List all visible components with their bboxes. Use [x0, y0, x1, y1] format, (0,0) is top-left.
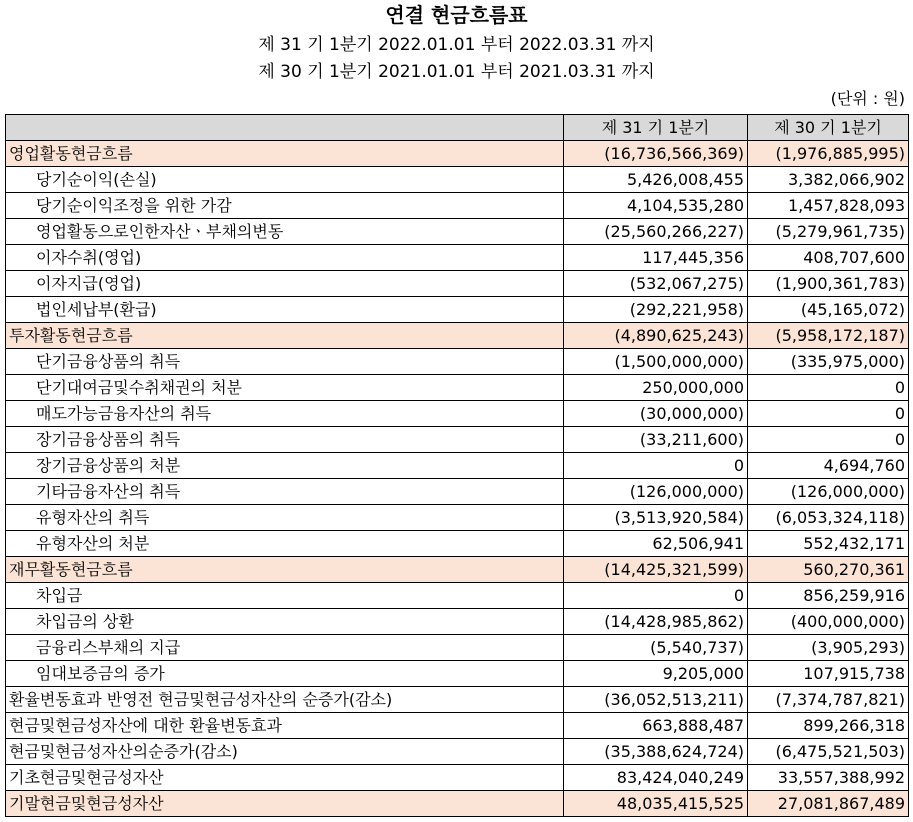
row-label: 유형자산의 처분	[6, 531, 564, 557]
row-label: 장기금융상품의 취득	[6, 427, 564, 453]
row-label: 장기금융상품의 처분	[6, 453, 564, 479]
table-row	[6, 661, 909, 687]
row-previous-value: 856,259,916	[748, 583, 909, 609]
row-current-value: (33,211,600)	[564, 427, 748, 453]
row-label: 매도가능금융자산의 취득	[6, 401, 564, 427]
row-previous-value: (6,475,521,503)	[748, 739, 909, 765]
row-label: 법인세납부(환급)	[6, 297, 564, 323]
row-previous-value: 0	[748, 427, 909, 453]
row-label: 금융리스부채의 지급	[6, 635, 564, 661]
row-label: 기말현금및현금성자산	[6, 791, 564, 817]
table-row	[6, 765, 909, 791]
row-current-value: (1,500,000,000)	[564, 349, 748, 375]
table-row	[6, 635, 909, 661]
row-current-value: (14,428,985,862)	[564, 609, 748, 635]
unit-label: (단위 : 원)	[830, 89, 905, 108]
table-row	[6, 323, 909, 349]
table-row	[6, 479, 909, 505]
period-current: 제 31 기 1분기 2022.01.01 부터 2022.03.31 까지	[258, 35, 655, 55]
row-label: 현금및현금성자산의순증가(감소)	[6, 739, 564, 765]
row-current-value: 117,445,356	[564, 245, 748, 271]
row-current-value: (5,540,737)	[564, 635, 748, 661]
row-previous-value: (7,374,787,821)	[748, 687, 909, 713]
table-row	[6, 583, 909, 609]
row-label: 환율변동효과 반영전 현금및현금성자산의 순증가(감소)	[6, 687, 564, 713]
row-previous-value: 27,081,867,489	[748, 791, 909, 817]
row-previous-value: (5,958,172,187)	[748, 323, 909, 349]
page-title: 연결 현금흐름표	[385, 3, 528, 27]
row-previous-value: 3,382,066,902	[748, 167, 909, 193]
table-header-row	[6, 115, 909, 141]
row-current-value: (16,736,566,369)	[564, 141, 748, 167]
row-label: 차입금의 상환	[6, 609, 564, 635]
row-current-value: 4,104,535,280	[564, 193, 748, 219]
table-row	[6, 557, 909, 583]
table-row	[6, 531, 909, 557]
row-current-value: (14,425,321,599)	[564, 557, 748, 583]
row-label: 당기순이익조정을 위한 가감	[6, 193, 564, 219]
table-row	[6, 739, 909, 765]
row-label: 현금및현금성자산에 대한 환율변동효과	[6, 713, 564, 739]
row-label: 임대보증금의 증가	[6, 661, 564, 687]
row-current-value: (3,513,920,584)	[564, 505, 748, 531]
row-current-value: 48,035,415,525	[564, 791, 748, 817]
row-current-value: (4,890,625,243)	[564, 323, 748, 349]
table-row	[6, 245, 909, 271]
table-row	[6, 453, 909, 479]
table-row	[6, 609, 909, 635]
row-previous-value: 0	[748, 401, 909, 427]
column-header-label	[6, 115, 564, 141]
row-current-value: 62,506,941	[564, 531, 748, 557]
row-label: 기타금융자산의 취득	[6, 479, 564, 505]
row-previous-value: 899,266,318	[748, 713, 909, 739]
row-current-value: (532,067,275)	[564, 271, 748, 297]
row-current-value: (35,388,624,724)	[564, 739, 748, 765]
table-row	[6, 427, 909, 453]
row-label: 단기대여금및수취채권의 처분	[6, 375, 564, 401]
row-current-value: 250,000,000	[564, 375, 748, 401]
table-row	[6, 167, 909, 193]
table-row	[6, 375, 909, 401]
row-label: 투자활동현금흐름	[6, 323, 564, 349]
row-previous-value: 560,270,361	[748, 557, 909, 583]
column-header-current: 제 31 기 1분기	[564, 115, 748, 141]
row-previous-value: (3,905,293)	[748, 635, 909, 661]
row-previous-value: (5,279,961,735)	[748, 219, 909, 245]
table-row	[6, 687, 909, 713]
row-previous-value: 408,707,600	[748, 245, 909, 271]
row-label: 단기금융상품의 취득	[6, 349, 564, 375]
row-label: 기초현금및현금성자산	[6, 765, 564, 791]
row-current-value: (30,000,000)	[564, 401, 748, 427]
row-label: 영업활동현금흐름	[6, 141, 564, 167]
row-label: 차입금	[6, 583, 564, 609]
row-label: 영업활동으로인한자산ㆍ부채의변동	[6, 219, 564, 245]
table-row	[6, 505, 909, 531]
row-previous-value: 4,694,760	[748, 453, 909, 479]
row-previous-value: (126,000,000)	[748, 479, 909, 505]
row-previous-value: (335,975,000)	[748, 349, 909, 375]
table-row	[6, 401, 909, 427]
table-row	[6, 297, 909, 323]
row-previous-value: (6,053,324,118)	[748, 505, 909, 531]
table-row	[6, 141, 909, 167]
table-row	[6, 193, 909, 219]
row-previous-value: 552,432,171	[748, 531, 909, 557]
row-current-value: (292,221,958)	[564, 297, 748, 323]
row-previous-value: (400,000,000)	[748, 609, 909, 635]
row-previous-value: (1,900,361,783)	[748, 271, 909, 297]
row-previous-value: (45,165,072)	[748, 297, 909, 323]
row-current-value: (126,000,000)	[564, 479, 748, 505]
cash-flow-table	[5, 114, 909, 817]
table-row	[6, 219, 909, 245]
row-current-value: 0	[564, 583, 748, 609]
row-label: 당기순이익(손실)	[6, 167, 564, 193]
row-current-value: 663,888,487	[564, 713, 748, 739]
row-current-value: 9,205,000	[564, 661, 748, 687]
table-row	[6, 349, 909, 375]
table-row	[6, 791, 909, 817]
row-previous-value: 1,457,828,093	[748, 193, 909, 219]
row-previous-value: (1,976,885,995)	[748, 141, 909, 167]
row-previous-value: 107,915,738	[748, 661, 909, 687]
row-current-value: (25,560,266,227)	[564, 219, 748, 245]
period-previous: 제 30 기 1분기 2021.01.01 부터 2021.03.31 까지	[258, 62, 655, 82]
table-row	[6, 271, 909, 297]
row-label: 이자지급(영업)	[6, 271, 564, 297]
column-header-previous: 제 30 기 1분기	[748, 115, 909, 141]
row-current-value: 0	[564, 453, 748, 479]
row-current-value: 5,426,008,455	[564, 167, 748, 193]
row-previous-value: 33,557,388,992	[748, 765, 909, 791]
row-label: 재무활동현금흐름	[6, 557, 564, 583]
row-previous-value: 0	[748, 375, 909, 401]
row-label: 이자수취(영업)	[6, 245, 564, 271]
row-current-value: 83,424,040,249	[564, 765, 748, 791]
table-row	[6, 713, 909, 739]
row-label: 유형자산의 취득	[6, 505, 564, 531]
row-current-value: (36,052,513,211)	[564, 687, 748, 713]
